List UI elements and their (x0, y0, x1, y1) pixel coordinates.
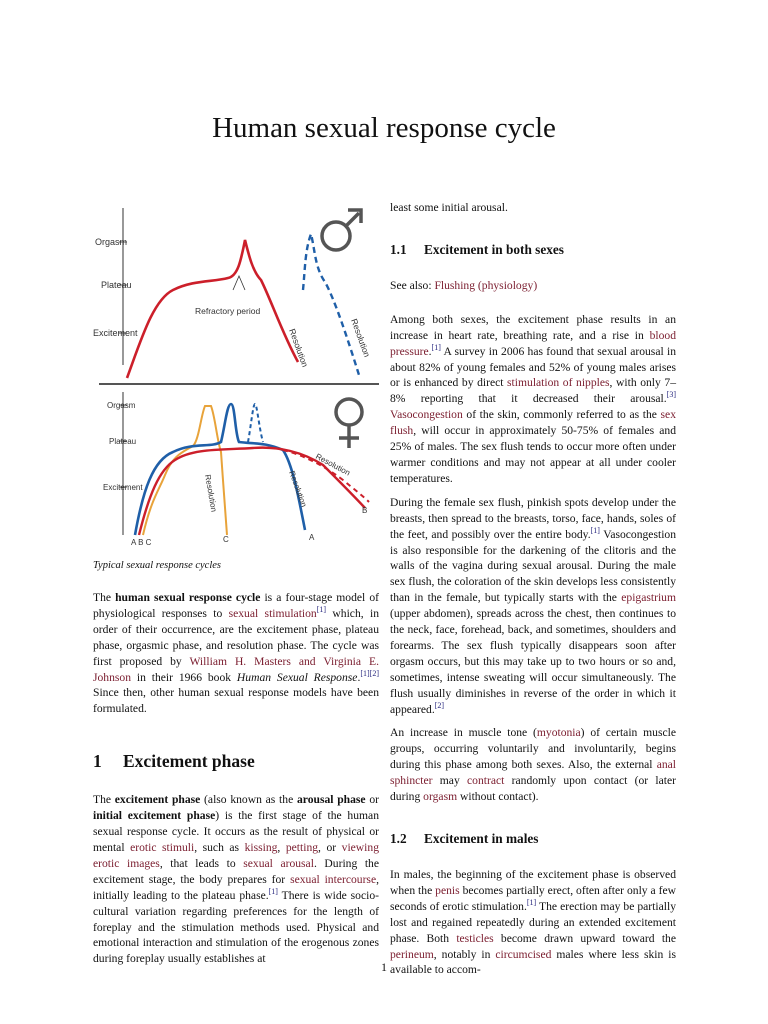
see-also-label: See also: (390, 278, 435, 292)
text: randomly upon contact (or later during (390, 774, 676, 804)
female-label-excitement: Excitement (103, 483, 143, 492)
section-title: Excitement phase (123, 751, 255, 772)
text: without contact). (457, 790, 539, 804)
text: become drawn upward toward the (493, 931, 676, 945)
refractory-bracket (233, 276, 245, 290)
citation-ref[interactable]: [1] (526, 897, 537, 907)
citation-ref[interactable]: [1][2] (360, 668, 379, 678)
term-bold: human sexual response cycle (115, 591, 261, 604)
text: , will occur in approximately 50-75% of females and 25% of males. The sex flush tends to occur more often under warmer conditions and may not appear at all under cooler temperatures. (390, 424, 676, 485)
link-perineum[interactable]: perineum (390, 947, 434, 961)
text: , with only 7–8% reporting that it decreased their arousal. (390, 376, 676, 406)
text: , that leads to (159, 856, 244, 870)
text: During the female sex flush, pinkish spots develop under the breasts, then spread to the breasts, torso, face, hands, soles of the feet, and possibly over the entire body. (390, 495, 676, 541)
left-column (93, 190, 379, 975)
text: A survey in 2006 has found that sexual arousal in about 82% of young females and 52% of young males arises or is enhanced by direct (390, 344, 676, 390)
subsection-number: 1.1 (390, 241, 407, 257)
link-kissing[interactable]: kissing (244, 840, 278, 854)
male-label-excitement: Excitement (93, 328, 138, 338)
text: , initially leading to the plateau phase. (93, 872, 379, 902)
text: may (432, 774, 468, 788)
text: which, in order of their occurrence, are the excitement phase, plateau phase, orgasmic phase, and resolution phase. The cycle was first proposed by (93, 606, 379, 668)
link-myotonia[interactable]: myotonia (536, 726, 581, 740)
text: . (428, 344, 432, 358)
figure-caption: Typical sexual response cycles (93, 560, 221, 571)
citation-ref[interactable]: [2] (434, 700, 445, 710)
link-viewing-erotic-images[interactable]: viewing erotic images (93, 840, 379, 870)
citation-ref[interactable]: [1] (316, 605, 327, 615)
text: There is wide socio-cultural variation regarding preferences for the length of foreplay and the stimulation methods used. Physical and emotional interaction and stimulation of the erogenous zones during foreplay usually establishes at (93, 888, 379, 966)
text: or (365, 793, 379, 807)
link-sexual-stimulation[interactable]: sexual stimulation (228, 606, 317, 620)
female-label-plateau: Plateau (109, 437, 137, 446)
female-curve-a-second-peak (248, 404, 263, 442)
subsection-heading-males (390, 831, 676, 847)
male-resolution-label-2: Resolution (349, 317, 373, 359)
link-blood-pressure[interactable]: blood pressure (390, 328, 676, 358)
text: becomes partially erect, often after only a few seconds of erotic stimulation. (390, 883, 676, 913)
text: , or (318, 840, 342, 854)
link-testicles[interactable]: testicles (456, 931, 494, 945)
link-epigastrium[interactable]: epigastrium (621, 591, 676, 605)
female-label-b: B (362, 506, 368, 515)
citation-ref[interactable]: [1] (431, 342, 441, 352)
link-petting[interactable]: petting (285, 840, 319, 854)
text: males where less skin is available to accom- (390, 947, 677, 977)
male-symbol-icon (322, 210, 361, 250)
female-curve-c (143, 406, 227, 535)
link-sexual-intercourse[interactable]: sexual intercourse (290, 872, 377, 886)
link-anal-sphincter[interactable]: anal sphincter (390, 758, 676, 788)
text: The (93, 793, 115, 807)
text: ) of certain muscle groups, occurring voluntarily and involuntarily, begins during this phase among both sexes. Also, the external (390, 726, 676, 772)
text: is a four-stage model of physiological responses to (93, 591, 379, 620)
link-penis[interactable]: penis (435, 883, 460, 897)
link-circumcised[interactable]: circumcised (495, 947, 552, 961)
link-sexual-arousal[interactable]: sexual arousal (243, 856, 314, 870)
response-cycle-figure (93, 190, 379, 571)
subsection-heading-both-sexes (390, 242, 676, 258)
response-cycle-diagram (93, 190, 379, 560)
text: in their 1966 book (131, 670, 237, 684)
female-resolution-label-c: Resolution (203, 473, 219, 513)
text: Among both sexes, the excitement phase results in an increase in heart rate, breathing rate, and a rise in (390, 312, 676, 342)
term-bold: initial excitement phase (93, 809, 216, 823)
both-sexes-paragraph-3 (390, 725, 676, 805)
link-masters-johnson[interactable]: William H. Masters and Virginia E. Johnson (93, 654, 379, 684)
text: (upper abdomen), spreads across the chest, then continues to the neck, face, forehead, back, and sometimes, shoulders and forearms. The sex flush typically disappears soon after orgasm occurs, but this may take up to two hours or so and, sometimes, intense sweating will occur simultaneously. The flush usually diminishes in reverse of the order in which it appeared. (390, 607, 676, 716)
both-sexes-paragraph-1 (390, 312, 676, 487)
female-label-abc: A B C (131, 538, 152, 547)
subsection-number: 1.2 (390, 831, 407, 846)
link-flushing-physiology[interactable]: Flushing (physiology) (434, 278, 538, 292)
text: , notably in (433, 947, 496, 961)
page-title: Human sexual response cycle (212, 112, 556, 144)
section-number: 1 (93, 751, 102, 772)
link-vasocongestion[interactable]: Vasocongestion (390, 408, 463, 422)
female-curve-a (135, 404, 305, 535)
text: , such as (194, 840, 245, 854)
text: An increase in muscle tone ( (390, 726, 537, 740)
female-label-orgasm: Orgasm (107, 401, 136, 410)
male-label-plateau: Plateau (101, 280, 132, 290)
text: In males, the beginning of the excitement phase is observed when the (390, 868, 676, 897)
subsection-title: Excitement in males (424, 831, 539, 846)
link-stimulation-of-nipples[interactable]: stimulation of nipples (507, 376, 610, 390)
text: (also known as the (200, 793, 297, 807)
text: , (277, 840, 286, 854)
excitement-phase-paragraph (93, 792, 379, 967)
page-number: 1 (381, 960, 387, 974)
link-sex-flush[interactable]: sex flush (390, 408, 676, 438)
subsection-title: Excitement in both sexes (424, 241, 564, 257)
link-contract[interactable]: contract (467, 774, 505, 788)
text: of the skin, commonly referred to as the (462, 408, 661, 422)
female-symbol-icon (336, 399, 362, 448)
term-bold: excitement phase (114, 793, 201, 807)
female-resolution-label-b: Resolution (314, 451, 352, 478)
continued-text: least some initial arousal. (390, 201, 508, 214)
text: ) is the first stage of the human sexual response cycle. It occurs as the result of physical or mental (93, 809, 379, 854)
text: Since then, other human sexual response models have been formulated. (93, 686, 379, 716)
citation-ref[interactable]: [1] (590, 525, 600, 535)
female-resolution-label-a: Resolution (287, 469, 309, 509)
text: The (93, 591, 116, 604)
link-erotic-stimuli[interactable]: erotic stimuli (130, 840, 195, 854)
text: . During the excitement stage, the body prepares for (93, 856, 379, 886)
male-label-orgasm: Orgasm (95, 237, 128, 247)
book-title: Human Sexual Response (236, 670, 358, 684)
female-label-c: C (223, 535, 229, 544)
male-resolution-label-1: Resolution (287, 327, 311, 369)
both-sexes-paragraph-2 (390, 495, 676, 718)
male-curve-dashed (303, 234, 359, 375)
text: The erection may be partially lost and regained repeatedly during an extended excitement phase. Both (390, 899, 676, 945)
intro-paragraph (93, 590, 379, 717)
link-orgasm[interactable]: orgasm (423, 790, 458, 804)
text: Vasocongestion is also responsible for the darkening of the clitoris and the walls of the vagina during sexual arousal. During the male sex flush, the coloration of the skin develops less consistently than in the female, but typically starts with the (390, 527, 677, 605)
see-also-line (390, 278, 676, 294)
citation-ref[interactable]: [1] (268, 886, 278, 896)
right-column (390, 200, 676, 986)
text: . (357, 670, 361, 684)
citation-ref[interactable]: [3] (666, 390, 676, 400)
section-heading-excitement-phase (93, 751, 379, 772)
female-label-a: A (309, 533, 315, 542)
term-bold: arousal phase (296, 793, 366, 807)
male-refractory-label: Refractory period (195, 306, 261, 316)
